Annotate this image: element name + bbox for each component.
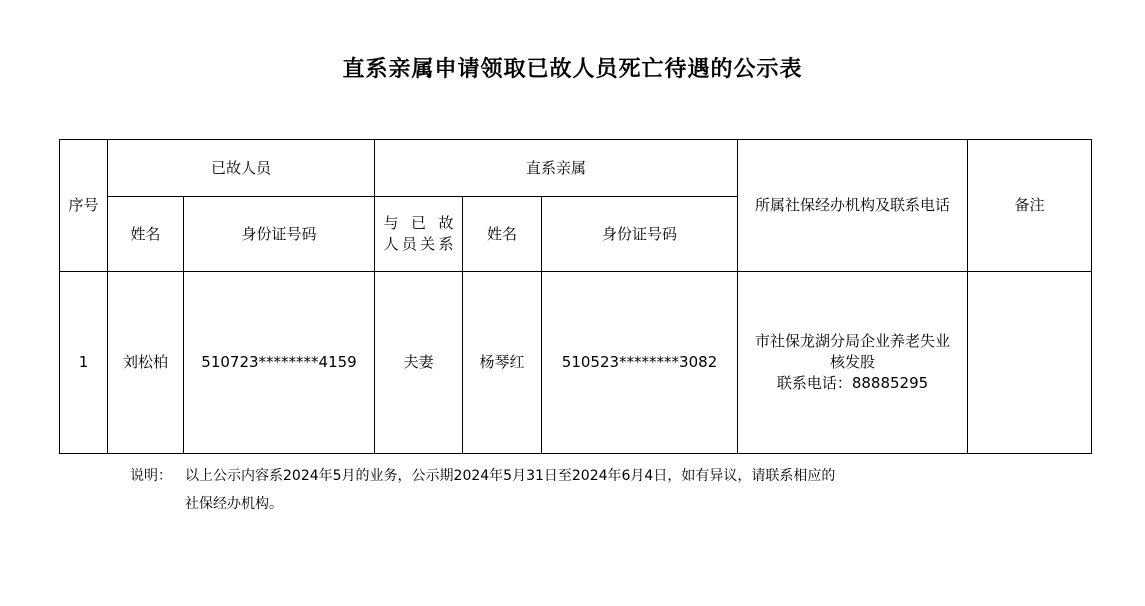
footnote-line2: 社保经办机构。 (185, 496, 283, 512)
cell-org-line2: 核发股 (830, 353, 876, 371)
header-relative-group: 直系亲属 (375, 140, 738, 197)
header-remark: 备注 (968, 140, 1092, 272)
cell-relation: 夫妻 (375, 272, 463, 454)
header-relation (375, 197, 463, 272)
header-deceased-id: 身份证号码 (184, 197, 375, 272)
header-relation-line2: 人员关系 (383, 235, 454, 253)
header-org: 所属社保经办机构及联系电话 (738, 140, 968, 272)
footnote-label: 说明： (130, 468, 172, 484)
footnote (130, 462, 835, 518)
header-relative-id: 身份证号码 (542, 197, 738, 272)
cell-relative-name: 杨琴红 (463, 272, 542, 454)
header-deceased-name: 姓名 (108, 197, 184, 272)
cell-org-line1: 市社保龙湖分局企业养老失业 (755, 332, 951, 350)
header-relation-line1: 与 已 故 (383, 214, 454, 232)
page-title: 直系亲属申请领取已故人员死亡待遇的公示表 (342, 57, 803, 82)
cell-remark (968, 272, 1092, 454)
announcement-table (59, 139, 1092, 454)
cell-seq: 1 (60, 272, 108, 454)
cell-org-line3: 联系电话：88885295 (776, 374, 929, 392)
header-deceased-group: 已故人员 (108, 140, 375, 197)
header-relative-name: 姓名 (463, 197, 542, 272)
table-row (60, 272, 1092, 454)
cell-org (738, 272, 968, 454)
footnote-line1: 以上公示内容系2024年5月的业务，公示期2024年5月31日至2024年6月4日，如有异议，请联系相应的 (185, 468, 836, 484)
cell-deceased-name: 刘松柏 (108, 272, 184, 454)
header-seq: 序号 (60, 140, 108, 272)
cell-relative-id: 510523********3082 (542, 272, 738, 454)
header-relation-text (384, 213, 454, 255)
cell-deceased-id: 510723********4159 (184, 272, 375, 454)
